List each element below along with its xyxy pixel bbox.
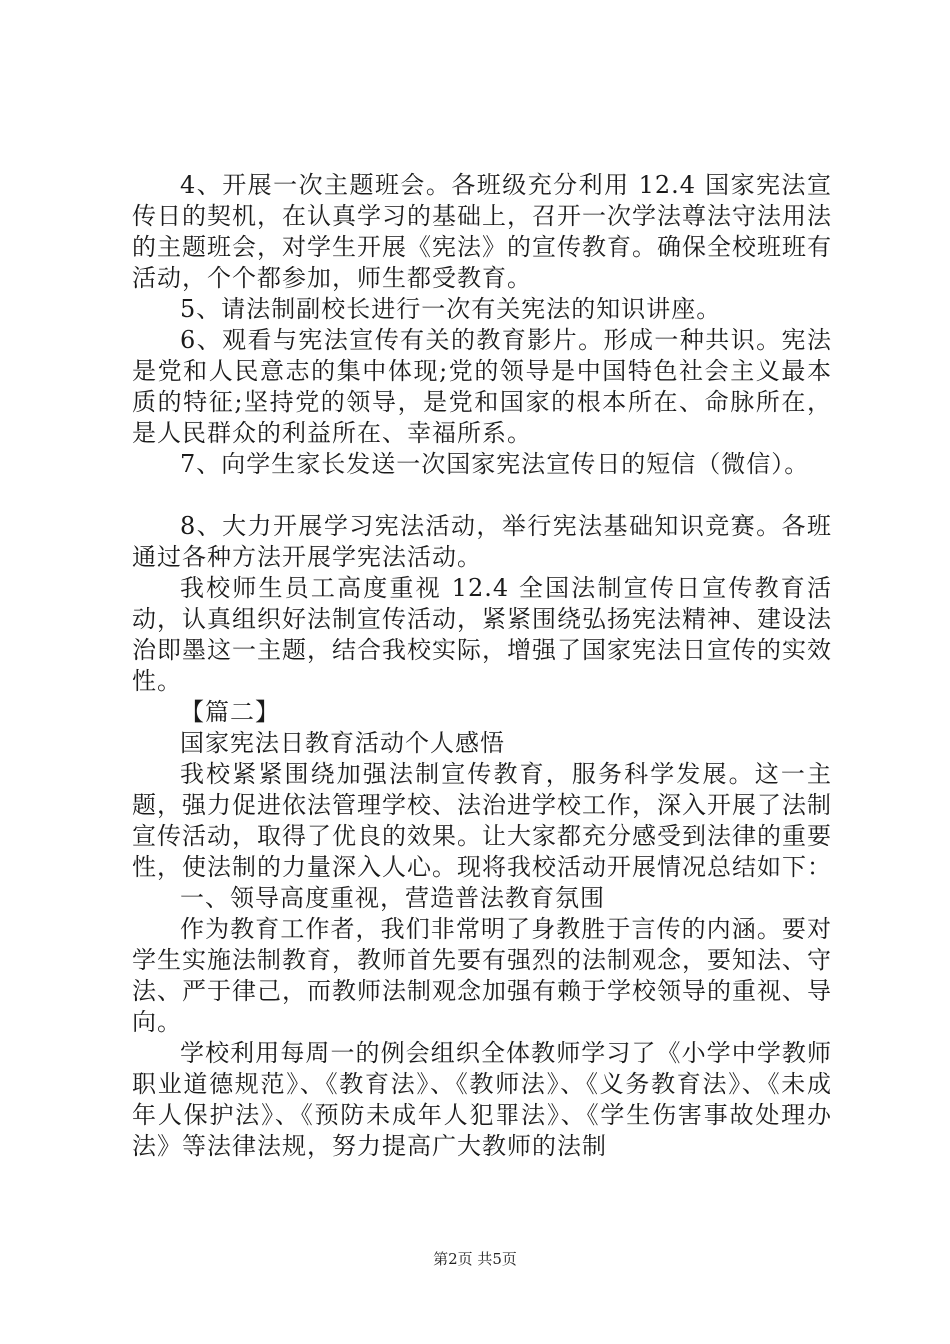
paragraph-item-8: 8、大力开展学习宪法活动，举行宪法基础知识竞赛。各班通过各种方法开展学宪法活动。 xyxy=(132,512,832,571)
paragraph-summary: 我校师生员工高度重视 12.4 全国法制宣传日宣传教育活动，认真组织好法制宣传活动，紧紧围绕弘扬宪法精神、建设法治即墨这一主题，结合我校实际，增强了国家宪法日宣传的实效性。 xyxy=(132,574,832,695)
paragraph-item-4: 4、开展一次主题班会。各班级充分利用 12.4 国家宪法宣传日的契机，在认真学习的基础上，召开一次学法尊法守法用法的主题班会，对学生开展《宪法》的宣传教育。确保全校班班有活动，个个都参加，师生都受教育。 xyxy=(132,171,832,292)
paragraph-item-7: 7、向学生家长发送一次国家宪法宣传日的短信（微信）。 xyxy=(180,450,810,478)
section-marker: 【篇二】 xyxy=(180,698,280,726)
subheading-one: 一、领导高度重视，营造普法教育氛围 xyxy=(180,884,605,912)
page-footer: 第2页 共5页 xyxy=(433,1250,517,1268)
paragraph-teachers: 作为教育工作者，我们非常明了身教胜于言传的内涵。要对学生实施法制教育，教师首先要有强烈的法制观念，要知法、守法、严于律己，而教师法制观念加强有赖于学校领导的重视、导向。 xyxy=(132,915,832,1036)
section-title: 国家宪法日教育活动个人感悟 xyxy=(180,729,505,757)
paragraph-item-6: 6、观看与宪法宣传有关的教育影片。形成一种共识。宪法是党和人民意志的集中体现;党的领导是中国特色社会主义最本质的特征;坚持党的领导，是党和国家的根本所在、命脉所在，是人民群众的利益所在、幸福所系。 xyxy=(132,326,832,447)
document-body xyxy=(132,170,832,1162)
paragraph-intro: 我校紧紧围绕加强法制宣传教育，服务科学发展。这一主题，强力促进依法管理学校、法治进学校工作，深入开展了法制宣传活动，取得了优良的效果。让大家都充分感受到法律的重要性，使法制的力量深入人心。现将我校活动开展情况总结如下： xyxy=(132,760,832,881)
paragraph-study: 学校利用每周一的例会组织全体教师学习了《小学中学教师职业道德规范》、《教育法》、《教师法》、《义务教育法》、《未成年人保护法》、《预防未成年人犯罪法》、《学生伤害事故处理办法》等法律法规，努力提高广大教师的法制 xyxy=(132,1039,832,1160)
paragraph-item-5: 5、请法制副校长进行一次有关宪法的知识讲座。 xyxy=(180,295,722,323)
